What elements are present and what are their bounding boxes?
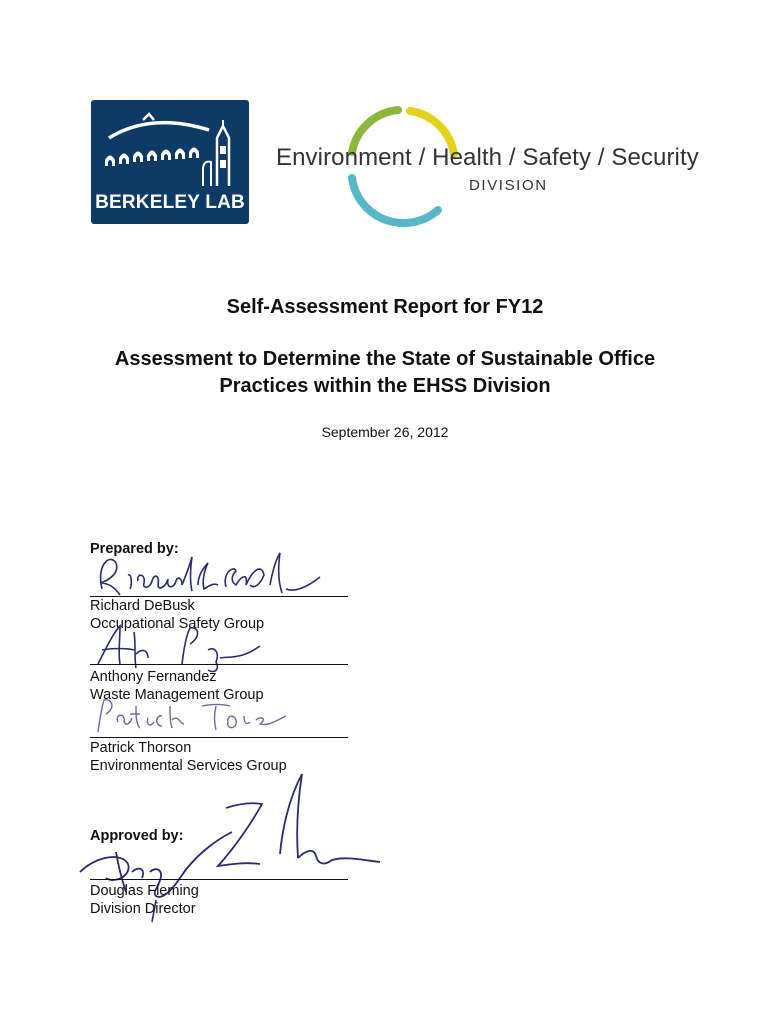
report-title: Self-Assessment Report for FY12 xyxy=(226,296,544,318)
assessment-title-line-2: Practices within the EHSS Division xyxy=(219,375,551,397)
approver-title: Division Director xyxy=(90,901,196,917)
signature-line-2 xyxy=(90,664,348,665)
preparer-group-1: Occupational Safety Group xyxy=(90,616,265,632)
signature-line-3 xyxy=(90,737,348,738)
signature-patrick-thorson xyxy=(90,694,300,738)
signature-line-1 xyxy=(90,596,348,597)
preparer-name-2: Anthony Fernandez xyxy=(90,669,217,685)
berkeley-lab-logo xyxy=(91,100,249,224)
ehss-division-label: DIVISION xyxy=(469,177,548,194)
berkeley-lab-wordmark: BERKELEY LAB xyxy=(95,192,245,213)
signature-richard-debusk xyxy=(86,545,326,601)
preparer-group-3: Environmental Services Group xyxy=(90,758,287,774)
preparer-group-2: Waste Management Group xyxy=(90,687,264,703)
preparer-name-1: Richard DeBusk xyxy=(90,598,195,614)
assessment-title-line-1: Assessment to Determine the State of Sustainable Office xyxy=(114,348,656,370)
report-date: September 26, 2012 xyxy=(321,424,449,440)
ehss-title: Environment / Health / Safety / Security xyxy=(276,144,699,171)
assessment-title xyxy=(0,346,770,400)
approver-name: Douglas Fleming xyxy=(90,883,199,899)
approved-by-heading: Approved by: xyxy=(90,828,184,844)
signature-line-4 xyxy=(90,879,348,880)
prepared-by-heading: Prepared by: xyxy=(90,541,179,557)
signature-anthony-fernandez xyxy=(90,618,270,674)
preparer-name-3: Patrick Thorson xyxy=(90,740,192,756)
